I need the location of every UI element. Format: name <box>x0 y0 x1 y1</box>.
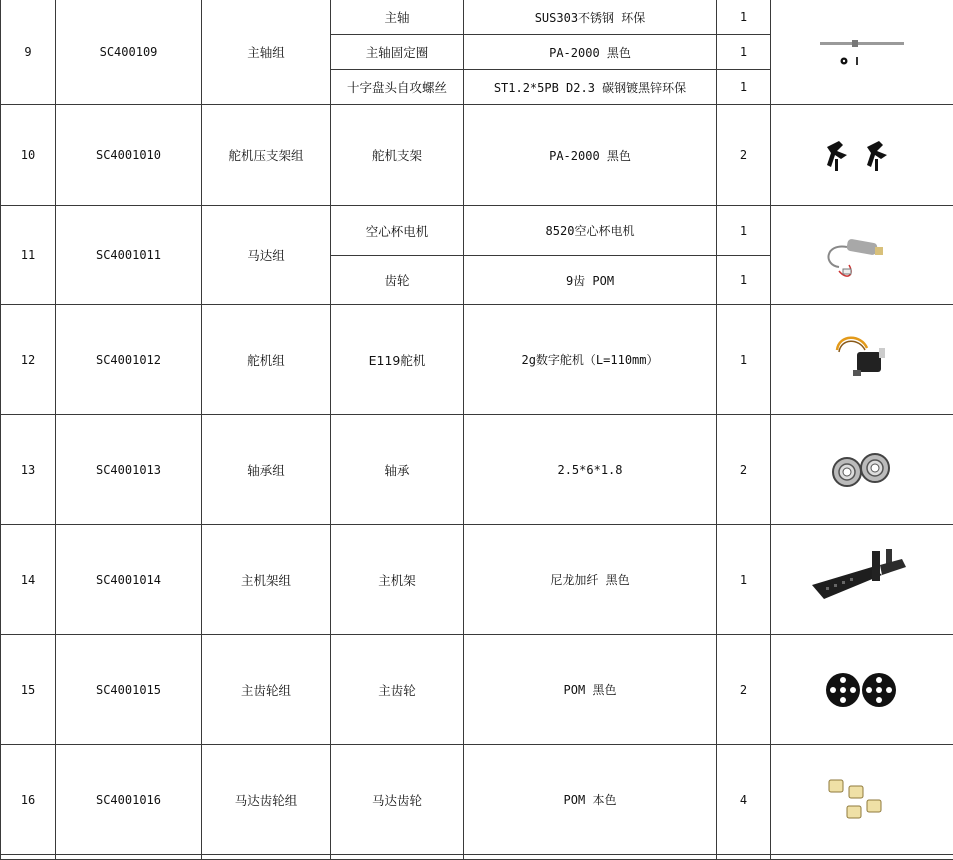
part-code: SC4001011 <box>56 206 202 305</box>
part-qty: 1 <box>717 206 771 256</box>
part-qty: 1 <box>717 0 771 35</box>
group-name: 马达齿轮组 <box>202 745 331 855</box>
group-name: 舵机压支架组 <box>202 105 331 206</box>
part-name: 主齿轮 <box>331 635 464 745</box>
row-number: 11 <box>1 206 56 305</box>
part-spec: 2g数字舵机（L=110mm） <box>464 305 717 415</box>
part-spec: 9齿 POM <box>464 256 717 305</box>
row-number: 16 <box>1 745 56 855</box>
part-image-cell <box>771 415 953 525</box>
motor-gear-icon <box>817 770 907 830</box>
part-name: E119舵机 <box>331 305 464 415</box>
part-code: SC4001010 <box>56 105 202 206</box>
part-name: 主轴固定圈 <box>331 35 464 70</box>
table-row-13 <box>1 415 953 525</box>
part-image-cell <box>771 0 953 105</box>
row-number: 14 <box>1 525 56 635</box>
part-name: 舵机支架 <box>331 105 464 206</box>
table-row-11 <box>1 206 953 256</box>
part-qty: 4 <box>717 745 771 855</box>
part-spec: 8520空心杯电机 <box>464 206 717 256</box>
part-image-cell <box>771 525 953 635</box>
part-qty: 2 <box>717 415 771 525</box>
part-name: 十字盘头自攻螺丝 <box>331 70 464 105</box>
part-code: SC4001013 <box>56 415 202 525</box>
part-image-cell <box>771 745 953 855</box>
part-name: 空心杯电机 <box>331 206 464 256</box>
part-spec: PA-2000 黑色 <box>464 105 717 206</box>
row-number: 15 <box>1 635 56 745</box>
servo-bracket-icon <box>817 133 907 177</box>
part-qty: 1 <box>717 525 771 635</box>
row-number: 12 <box>1 305 56 415</box>
part-name: 齿轮 <box>331 256 464 305</box>
row-number: 13 <box>1 415 56 525</box>
group-name: 马达组 <box>202 206 331 305</box>
part-spec: PA-2000 黑色 <box>464 35 717 70</box>
part-spec: 尼龙加纤 黑色 <box>464 525 717 635</box>
part-spec: POM 本色 <box>464 745 717 855</box>
part-code: SC4001014 <box>56 525 202 635</box>
main-gear-icon <box>817 668 907 712</box>
table-row-12 <box>1 305 953 415</box>
part-name: 轴承 <box>331 415 464 525</box>
coreless-motor-icon <box>817 225 907 285</box>
group-name: 主齿轮组 <box>202 635 331 745</box>
main-frame-icon <box>802 545 922 615</box>
part-qty: 1 <box>717 35 771 70</box>
servo-icon <box>817 330 907 390</box>
row-number: 9 <box>1 0 56 105</box>
table-row-14 <box>1 525 953 635</box>
part-image-cell <box>771 635 953 745</box>
part-code: SC4001015 <box>56 635 202 745</box>
part-spec: 2.5*6*1.8 <box>464 415 717 525</box>
part-qty: 1 <box>717 256 771 305</box>
part-image-cell <box>771 305 953 415</box>
part-spec: ST1.2*5PB D2.3 碳钢镀黑锌环保 <box>464 70 717 105</box>
group-name: 轴承组 <box>202 415 331 525</box>
part-code: SC400109 <box>56 0 202 105</box>
part-image-cell <box>771 206 953 305</box>
group-name: 舵机组 <box>202 305 331 415</box>
part-code: SC4001012 <box>56 305 202 415</box>
row-number: 10 <box>1 105 56 206</box>
table-row-10 <box>1 105 953 206</box>
table-row-9 <box>1 0 953 35</box>
table-row-15 <box>1 635 953 745</box>
part-spec: SUS303不锈钢 环保 <box>464 0 717 35</box>
main-shaft-icon <box>812 32 912 72</box>
part-name: 主机架 <box>331 525 464 635</box>
part-code: SC4001016 <box>56 745 202 855</box>
part-name: 马达齿轮 <box>331 745 464 855</box>
group-name: 主轴组 <box>202 0 331 105</box>
part-image-cell <box>771 105 953 206</box>
table-row-16 <box>1 745 953 855</box>
bearing-icon <box>817 448 907 492</box>
part-qty: 1 <box>717 305 771 415</box>
part-qty: 1 <box>717 70 771 105</box>
part-name: 主轴 <box>331 0 464 35</box>
part-qty: 2 <box>717 105 771 206</box>
group-name: 主机架组 <box>202 525 331 635</box>
part-spec: POM 黑色 <box>464 635 717 745</box>
part-qty: 2 <box>717 635 771 745</box>
